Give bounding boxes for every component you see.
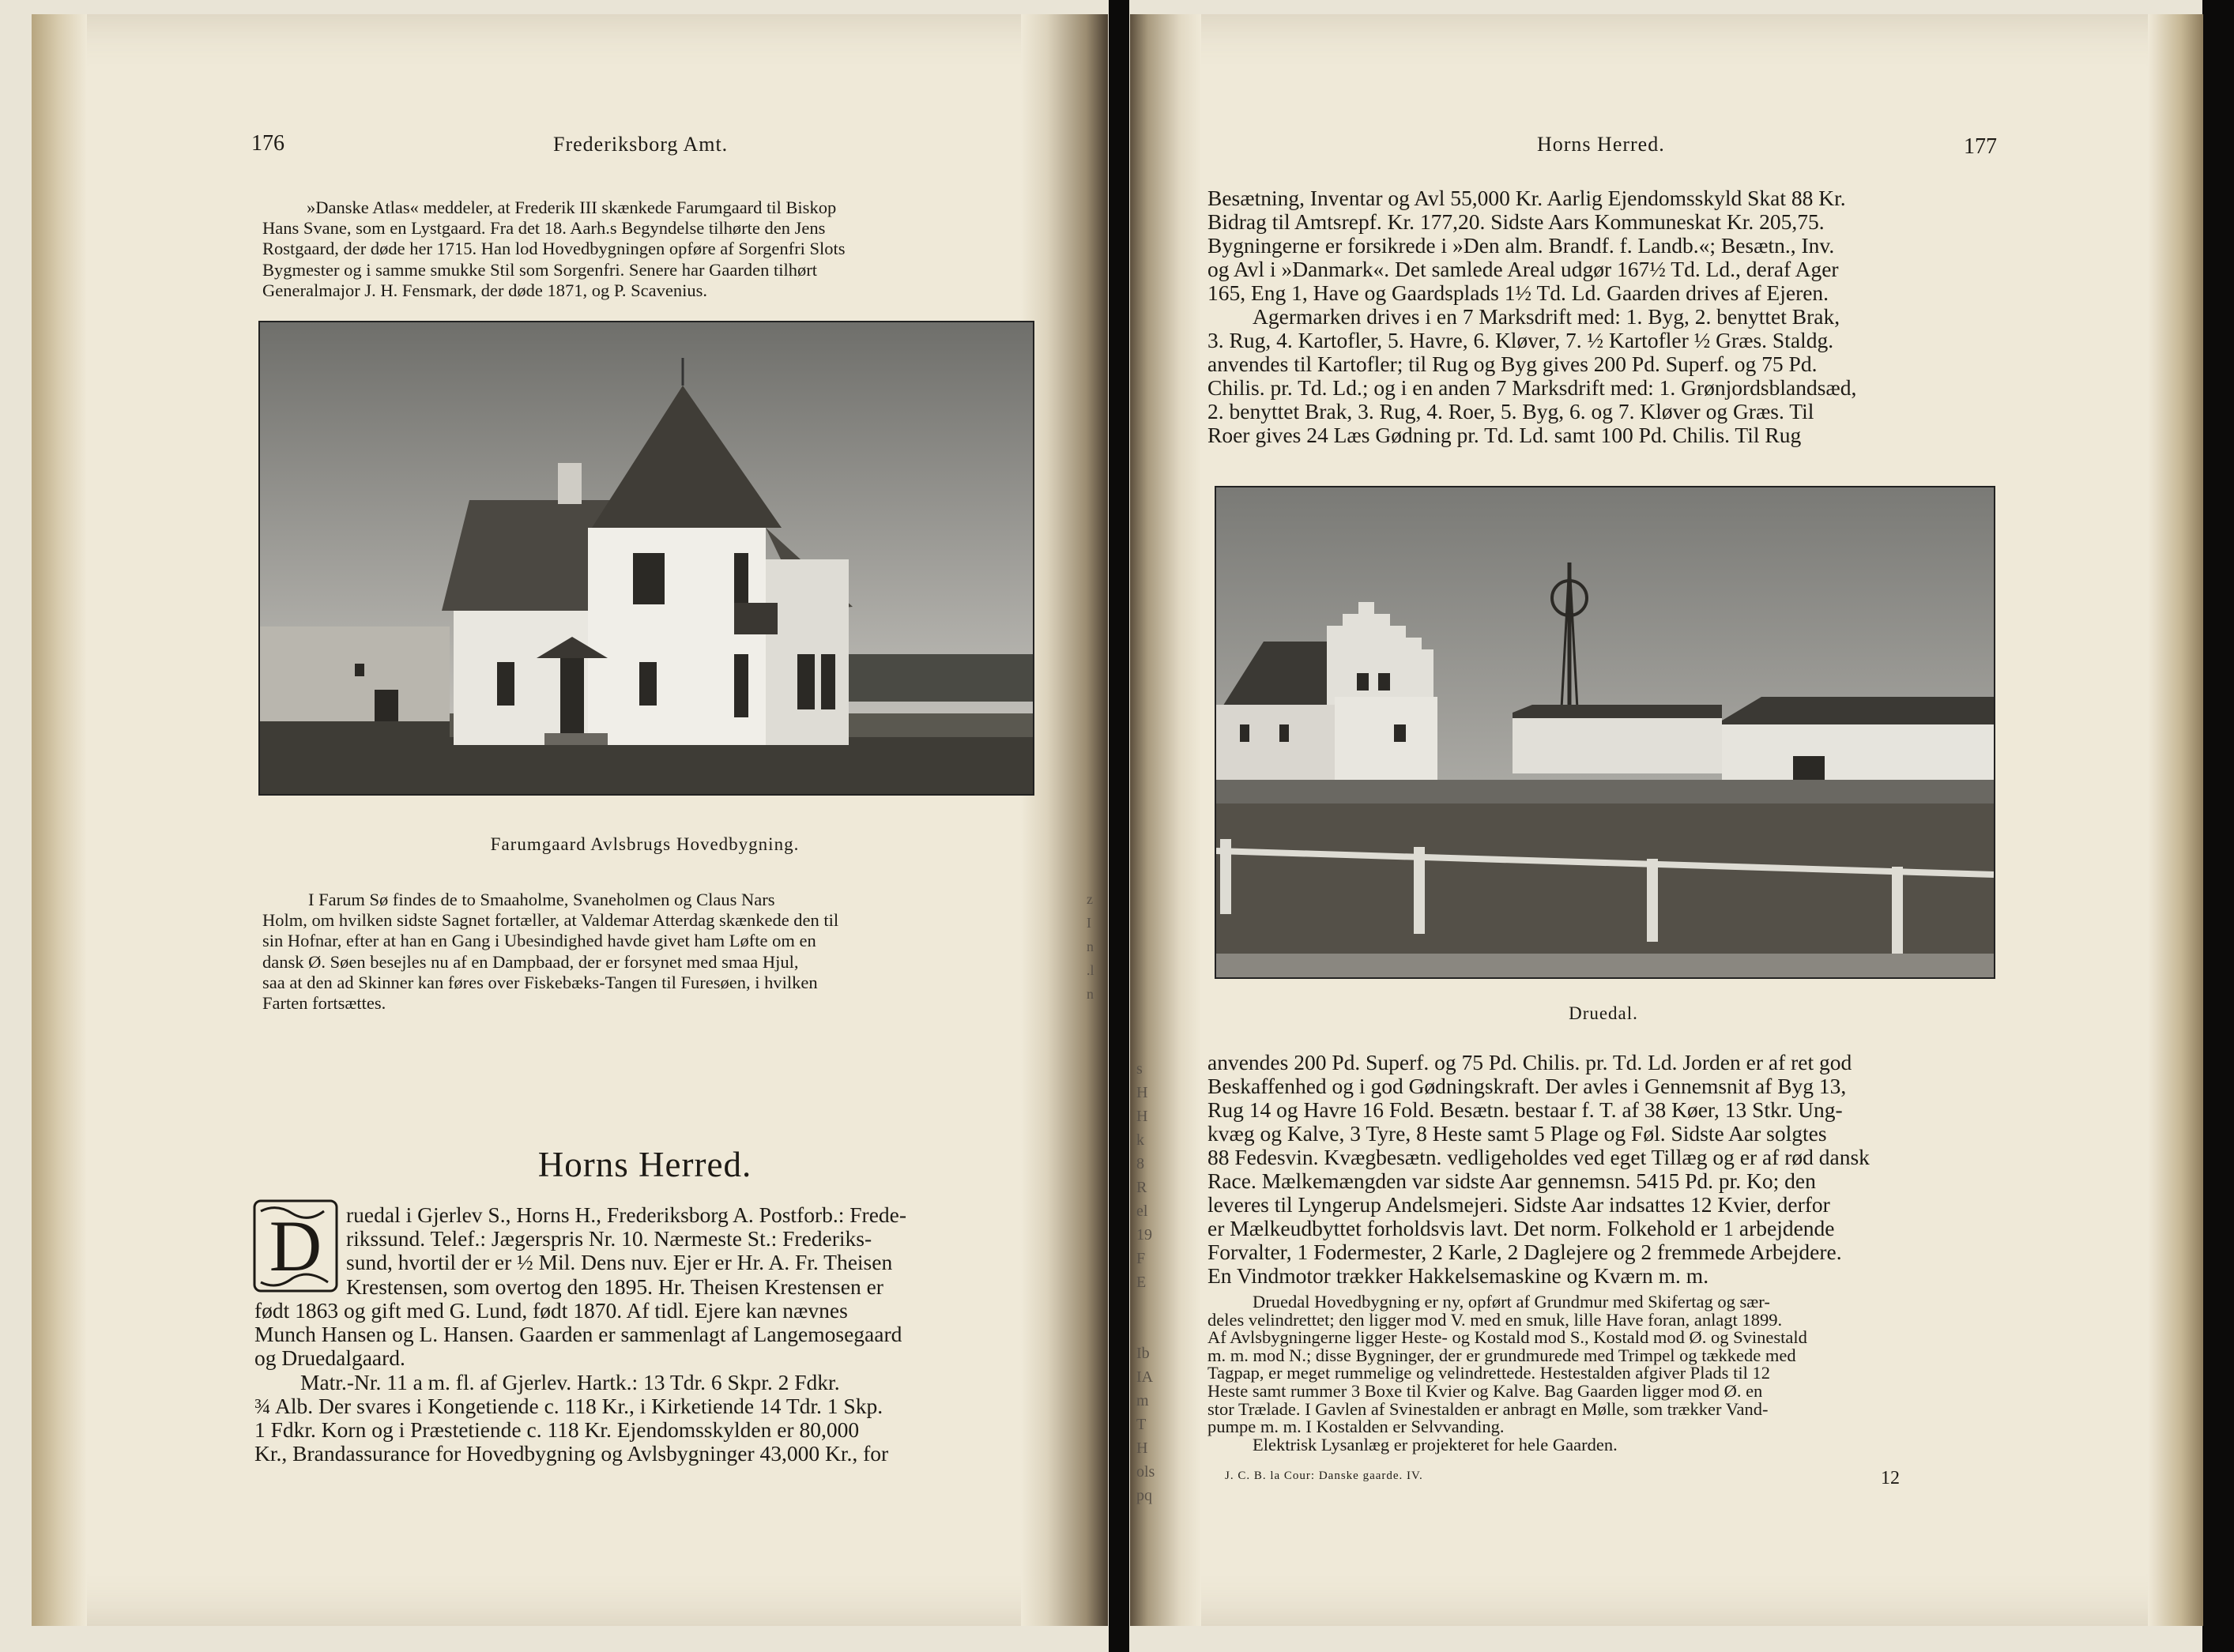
text-line: m. m. mod N.; disse Bygninger, der er grundmurede med Trimpel og tækkede med (1207, 1345, 1796, 1365)
text-line: En Vindmotor trækker Hakkelsemaskine og Kværn m. m. (1207, 1263, 1709, 1288)
text-line: kvæg og Kalve, 3 Tyre, 8 Heste samt 5 Plage og Føl. Sidste Aar solgtes (1207, 1121, 1827, 1146)
text-line: Hans Svane, som en Lystgaard. Fra det 18. Aarh.s Begyndelse tilhørte den Jens (262, 218, 826, 239)
photo-druedal (1215, 486, 1995, 979)
text-line: Elektrisk Lysanlæg er projekteret for hele Gaarden. (1253, 1434, 1618, 1454)
section-title: Horns Herred. (537, 1145, 752, 1184)
text-line: Rostgaard, der døde her 1715. Han lod Hovedbygningen opføre af Sorgenfri Slots (262, 239, 846, 259)
text-line: Farten fortsættes. (262, 993, 386, 1013)
dropcap-letter: D (269, 1206, 322, 1286)
text-line: Besætning, Inventar og Avl 55,000 Kr. Aarlig Ejendomsskyld Skat 88 Kr. (1207, 186, 1846, 210)
photo-farumgaard (258, 321, 1034, 796)
text-line: 2. benyttet Brak, 3. Rug, 4. Roer, 5. Byg, 6. og 7. Kløver og Græs. Til (1207, 399, 1814, 423)
text-line: Munch Hansen og L. Hansen. Gaarden er sammenlagt af Langemosegaard (254, 1322, 902, 1347)
bleed-char: .l (1087, 962, 1094, 978)
bleed-through-text (1136, 1057, 1160, 1507)
bleed-char: k (1136, 1131, 1144, 1149)
bleed-char: F (1136, 1250, 1146, 1267)
text-line: I Farum Sø findes de to Smaaholme, Svaneholmen og Claus Nars (308, 890, 775, 909)
bleed-char: 8 (1136, 1155, 1144, 1172)
text-line: leveres til Lyngerup Andelsmejeri. Sidste Aar indsattes 12 Kvier, derfor (1207, 1192, 1830, 1217)
text-line: Kr., Brandassurance for Hovedbygning og Avlsbygninger 43,000 Kr., for (254, 1441, 889, 1466)
text-line: anvendes 200 Pd. Superf. og 75 Pd. Chilis. pr. Td. Ld. Jorden er af ret god (1207, 1050, 1852, 1074)
bleed-char: 19 (1136, 1226, 1152, 1244)
bleed-char: z (1087, 891, 1093, 907)
text-line: ¾ Alb. Der svares i Kongetiende c. 118 Kr., i Kirketiende 14 Tdr. 1 Skp. (254, 1393, 883, 1418)
bleed-char: T (1136, 1416, 1147, 1433)
bleed-char: H (1136, 1084, 1148, 1101)
text-line: 1 Fdkr. Korn og i Præstetiende c. 118 Kr. Ejendomsskylden er 80,000 (254, 1417, 860, 1442)
text-line: Af Avlsbygningerne ligger Heste- og Kostald mod S., Kostald mod Ø. og Svinestald (1207, 1327, 1807, 1348)
text-line: Roer gives 24 Læs Gødning pr. Td. Ld. samt 100 Pd. Chilis. Til Rug (1207, 423, 1802, 447)
text-line: Bidrag til Amtsrepf. Kr. 177,20. Sidste Aars Kommuneskat Kr. 205,75. (1207, 209, 1825, 234)
bleed-char: Ib (1136, 1345, 1150, 1362)
text-line: Forvalter, 1 Fodermester, 2 Karle, 2 Daglejere og 2 fremmede Arbejdere. (1207, 1240, 1842, 1264)
text-line: anvendes til Kartofler; til Rug og Byg gives 200 Pd. Superf. og 75 Pd. (1207, 352, 1818, 376)
text-line: stor Trælade. I Gavlen af Svinestalden er anbragt en Mølle, som trækker Vand- (1207, 1398, 1769, 1419)
signature-mark: 12 (1881, 1468, 1900, 1488)
text-line: 3. Rug, 4. Kartofler, 5. Havre, 6. Kløver, 7. ½ Kartofler ½ Græs. Staldg. (1207, 328, 1834, 352)
text-line: Generalmajor J. H. Fensmark, der døde 1871, og P. Scavenius. (262, 280, 708, 300)
text-line: og Druedalgaard. (254, 1345, 405, 1371)
text-line: født 1863 og gift med G. Lund, født 1870. Af tidl. Ejere kan nævnes (254, 1298, 848, 1323)
text-line: dansk Ø. Søen besejles nu af en Dampbaad, der er forsynet med smaa Hjul, (262, 951, 799, 972)
text-line: saa at den ad Skinner kan føres over Fiskebæks-Tangen til Furesøen, i hvilken (262, 972, 818, 992)
running-head: Frederiksborg Amt. (553, 133, 729, 156)
text-line: 165, Eng 1, Have og Gaardsplads 1½ Td. Ld. Gaarden drives af Ejeren. (1207, 280, 1829, 305)
dropcap-ornament (253, 1199, 338, 1293)
page-number: 177 (1964, 134, 1997, 159)
bleed-char: ols (1136, 1463, 1155, 1481)
right-page (1130, 14, 2203, 1626)
house-photo-illustration (260, 322, 1033, 794)
text-line: Heste samt rummer 3 Boxe til Kvier og Kalve. Bag Gaarden ligger mod Ø. en (1207, 1381, 1763, 1401)
text-line: pumpe m. m. I Kostalden er Selvvanding. (1207, 1417, 1505, 1437)
bleed-char: pq (1136, 1487, 1152, 1504)
text-line: Agermarken drives i en 7 Marksdrift med: 1. Byg, 2. benyttet Brak, (1253, 304, 1840, 329)
page-number: 176 (251, 131, 284, 156)
text-line: »Danske Atlas« meddeler, at Frederik III skænkede Farumgaard til Biskop (307, 198, 837, 217)
text-line: Holm, om hvilken sidste Sagnet fortæller, at Valdemar Atterdag skænkede den til (262, 910, 839, 931)
text-line: deles velindrettet; den ligger mod V. med en smuk, lille Have foran, anlagt 1899. (1207, 1309, 1783, 1330)
bleed-char: n (1087, 939, 1094, 954)
text-line: sin Hofnar, efter at han en Gang i Ubesindighed havde givet ham Løfte om en (262, 931, 816, 951)
bleed-char: m (1136, 1392, 1149, 1409)
text-line: Tagpap, er meget rummelige og velindrettede. Hestestalden afgiver Plads til 12 (1207, 1363, 1770, 1383)
text-line: ruedal i Gjerlev S., Horns H., Frederiksborg A. Postforb.: Frede- (346, 1202, 907, 1227)
photo-caption: Druedal. (1569, 1003, 1638, 1023)
text-line: rikssund. Telef.: Jægerspris Nr. 10. Nærmeste St.: Frederiks- (346, 1226, 872, 1251)
book-gutter-shadow (1109, 0, 1129, 1652)
text-line: Rug 14 og Havre 16 Fold. Besætn. bestaar f. T. af 38 Køer, 13 Stkr. Ung- (1207, 1097, 1843, 1122)
text-line: Beskaffenhed og i god Gødningskraft. Der avles i Gennemsnit af Byg 13, (1207, 1074, 1847, 1098)
bleed-char: R (1136, 1179, 1147, 1196)
text-line: 88 Fedesvin. Kvægbesætn. vedligeholdes ved eget Tillæg og er af rød dansk (1207, 1145, 1870, 1169)
left-page (32, 14, 1108, 1626)
text-line: Bygningerne er forsikrede i »Den alm. Brandf. f. Landb.«; Besætn., Inv. (1207, 233, 1835, 258)
text-line: Bygmester og i samme smukke Stil som Sorgenfri. Senere har Gaarden tilhørt (262, 259, 817, 280)
text-line: Chilis. pr. Td. Ld.; og i en anden 7 Marksdrift med: 1. Grønjordsblandsæd, (1207, 375, 1857, 400)
bleed-char: n (1087, 986, 1094, 1002)
text-line: og Avl i »Danmark«. Det samlede Areal udgør 167½ Td. Ld., deraf Ager (1207, 257, 1839, 281)
footer-credit: J. C. B. la Cour: Danske gaarde. IV. (1225, 1469, 1423, 1482)
bleed-char: E (1136, 1274, 1147, 1291)
bleed-char: H (1136, 1439, 1148, 1457)
bleed-char: H (1136, 1108, 1148, 1125)
bleed-char: IA (1136, 1368, 1154, 1386)
photo-caption: Farumgaard Avlsbrugs Hovedbygning. (490, 834, 800, 854)
text-line: Matr.-Nr. 11 a m. fl. af Gjerlev. Hartk.: 13 Tdr. 6 Skpr. 2 Fdkr. (300, 1369, 840, 1394)
bleed-through-text (1087, 887, 1108, 1006)
bleed-char: el (1136, 1202, 1148, 1220)
bleed-char: s (1136, 1060, 1143, 1078)
running-head: Horns Herred. (1537, 133, 1665, 156)
text-line: sund, hvortil der er ½ Mil. Dens nuv. Ejer er Hr. A. Fr. Theisen (346, 1250, 893, 1275)
text-line: Krestensen, som overtog den 1895. Hr. Theisen Krestensen er (346, 1274, 883, 1299)
text-line: Druedal Hovedbygning er ny, opført af Grundmur med Skifertag og sær- (1253, 1292, 1770, 1311)
text-line: er Mælkeudbyttet forholdsvis lavt. Det norm. Folkehold er 1 arbejdende (1207, 1216, 1835, 1240)
text-line: Race. Mælkemængden var sidste Aar gennemsn. 5415 Pd. pr. Ko; den (1207, 1168, 1816, 1193)
bleed-char (1136, 1294, 1160, 1318)
bleed-char: I (1087, 915, 1091, 931)
scan-border-right (2202, 0, 2234, 1652)
bleed-char (1136, 1318, 1160, 1342)
farm-photo-illustration (1216, 487, 1994, 977)
